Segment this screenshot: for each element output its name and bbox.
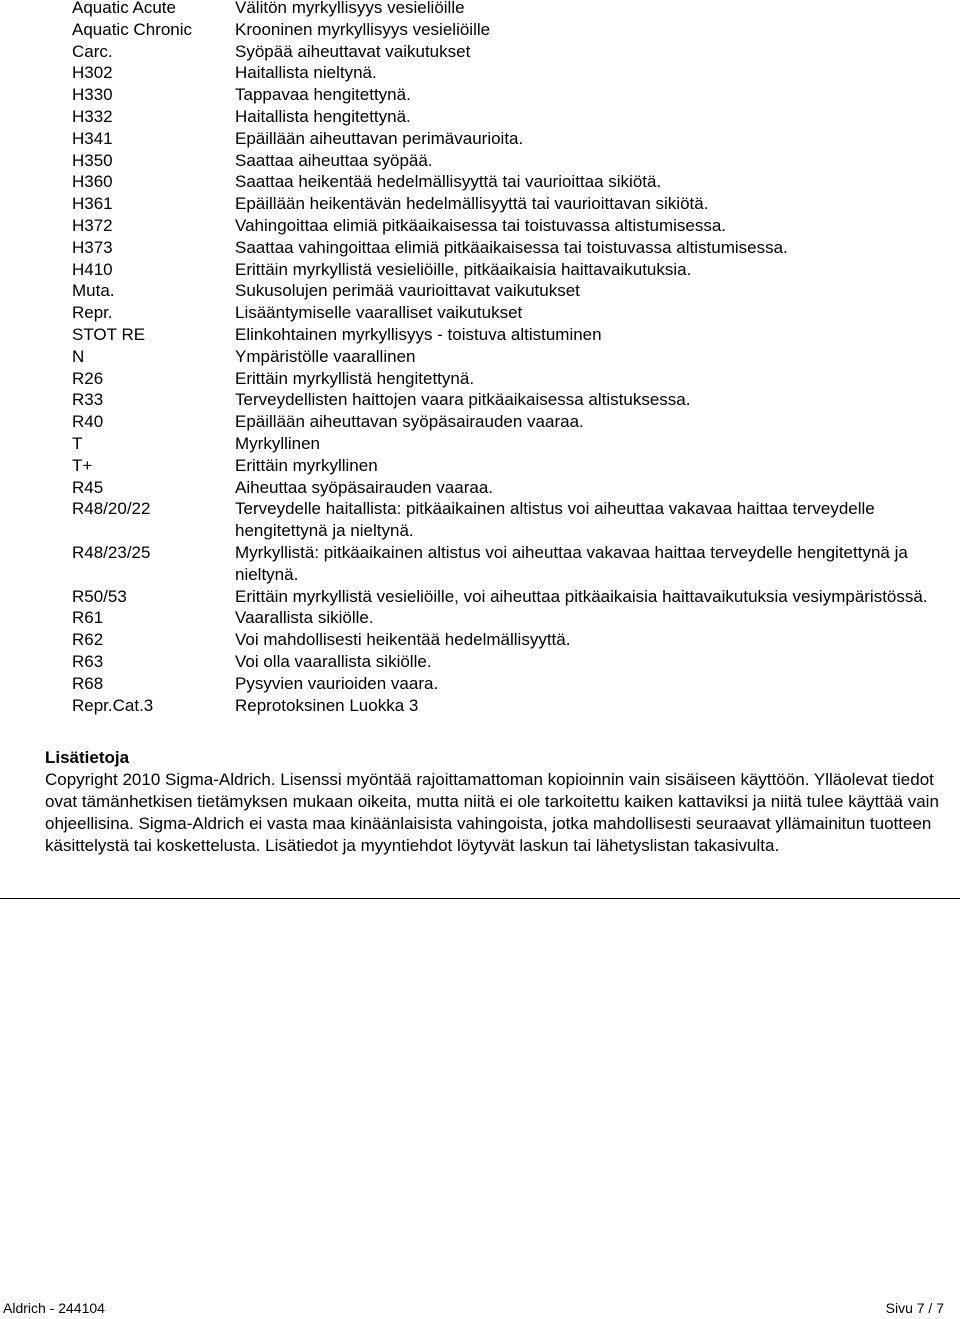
abbreviation-text: Epäillään heikentävän hedelmällisyyttä tai vaurioittavan sikiötä. [235,194,709,214]
abbreviation-text: Tappavaa hengitettynä. [235,85,411,105]
abbreviation-row [72,477,952,499]
abbreviation-text: Elinkohtainen myrkyllisyys - toistuva altistuminen [235,324,602,344]
abbreviation-row [72,673,952,695]
abbreviation-row [72,433,952,455]
abbreviation-row [72,389,952,411]
abbreviation-code: R40 [72,412,104,432]
abbreviation-row [72,455,952,477]
abbreviation-text: Haitallista nieltynä. [235,63,377,83]
abbreviation-row [72,41,952,63]
abbreviation-row [72,368,952,390]
abbreviation-code: H360 [72,172,113,192]
abbreviation-code: Repr. [72,303,113,323]
abbreviation-code: R26 [72,368,104,388]
abbreviation-code: R48/20/22 [72,499,151,519]
abbreviation-row [72,302,952,324]
abbreviation-text: Voi olla vaarallista sikiölle. [235,651,432,671]
abbreviation-code: H332 [72,106,113,126]
abbreviation-text: Syöpää aiheuttavat vaikutukset [235,41,471,61]
abbreviation-row [72,346,952,368]
abbreviation-text: Reprotoksinen Luokka 3 [235,695,419,715]
abbreviation-text: Saattaa heikentää hedelmällisyyttä tai vaurioittaa sikiötä. [235,172,662,192]
abbreviation-row [72,215,952,237]
abbreviation-text: Erittäin myrkyllinen [235,455,378,475]
abbreviation-code: T+ [72,455,93,475]
abbreviation-text: Saattaa vahingoittaa elimiä pitkäaikaisessa tai toistuvassa altistumisessa. [235,237,788,257]
abbreviation-text: Vaarallista sikiölle. [235,608,374,628]
abbreviation-table [72,0,952,716]
abbreviation-code: N [72,346,85,366]
abbreviation-code: R62 [72,630,104,650]
abbreviation-row [72,0,952,19]
abbreviation-row [72,150,952,172]
abbreviation-code: H373 [72,237,113,257]
abbreviation-text: Myrkyllistä: pitkäaikainen altistus voi aiheuttaa vakavaa haittaa terveydelle hengitettynä ja nieltynä. [235,542,908,584]
abbreviation-row [72,542,952,586]
additional-info-section [45,747,940,857]
abbreviation-text: Aiheuttaa syöpäsairauden vaaraa. [235,477,494,497]
abbreviation-code: STOT RE [72,324,146,344]
abbreviation-text: Terveydelle haitallista: pitkäaikainen altistus voi aiheuttaa vakavaa haittaa terveydelle hengitettynä ja nieltynä. [235,499,875,541]
abbreviation-text: Myrkyllinen [235,433,321,453]
abbreviation-code: T [72,433,83,453]
abbreviation-text: Pysyvien vaurioiden vaara. [235,673,439,693]
abbreviation-row [72,171,952,193]
abbreviation-code: R61 [72,608,104,628]
abbreviation-text: Voi mahdollisesti heikentää hedelmällisyyttä. [235,630,571,650]
abbreviation-code: Aquatic Chronic [72,19,193,39]
abbreviation-row [72,19,952,41]
abbreviation-text: Epäillään aiheuttavan syöpäsairauden vaaraa. [235,412,584,432]
abbreviation-code: Repr.Cat.3 [72,695,154,715]
abbreviation-code: Carc. [72,41,113,61]
abbreviation-row [72,695,952,717]
abbreviation-row [72,237,952,259]
abbreviation-row [72,498,952,542]
page-number: Sivu 7 / 7 [885,1300,944,1316]
abbreviation-row [72,629,952,651]
abbreviation-text: Erittäin myrkyllistä hengitettynä. [235,368,475,388]
abbreviation-row [72,324,952,346]
footer-divider [0,898,960,899]
abbreviation-text: Välitön myrkyllisyys vesieliöille [235,0,465,17]
abbreviation-row [72,280,952,302]
abbreviation-row [72,62,952,84]
abbreviation-code: R63 [72,651,104,671]
abbreviation-text: Lisääntymiselle vaaralliset vaikutukset [235,303,523,323]
abbreviation-row [72,411,952,433]
abbreviation-code: H372 [72,215,113,235]
abbreviation-row [72,607,952,629]
abbreviation-code: R48/23/25 [72,542,151,562]
abbreviation-code: H350 [72,150,113,170]
abbreviation-row [72,651,952,673]
abbreviation-code: R33 [72,390,104,410]
product-reference: Aldrich - 244104 [3,1300,105,1316]
additional-info-text: Copyright 2010 Sigma-Aldrich. Lisenssi myöntää rajoittamattoman kopioinnin vain sisäiseen käyttöön. Ylläolevat tiedot ovat tämänhetkisen tietämyksen mukaan oikeita, mutta niitä ei ole tarkoitettu kaiken kattaviksi ja niitä tulee käyttää vain ohjeellisina. Sigma-Aldrich ei vasta maa kinäänlaisista vahingoista, jotka mahdollisesti seuraavat yllämainitun tuotteen käsittelystä tai koskettelusta. Lisätiedot ja myyntiehdot löytyvät laskun tai lähetyslistan takasivulta. [45,770,939,855]
abbreviation-code: Aquatic Acute [72,0,176,17]
abbreviation-row [72,586,952,608]
abbreviation-text: Sukusolujen perimää vaurioittavat vaikutukset [235,281,580,301]
abbreviation-text: Saattaa aiheuttaa syöpää. [235,150,433,170]
abbreviation-code: H330 [72,85,113,105]
abbreviation-code: R50/53 [72,586,127,606]
abbreviation-text: Krooninen myrkyllisyys vesieliöille [235,19,491,39]
abbreviation-row [72,84,952,106]
abbreviation-text: Vahingoittaa elimiä pitkäaikaisessa tai toistuvassa altistumisessa. [235,215,727,235]
abbreviation-text: Erittäin myrkyllistä vesieliöille, pitkäaikaisia haittavaikutuksia. [235,259,692,279]
abbreviation-code: H361 [72,194,113,214]
abbreviation-code: H302 [72,63,113,83]
abbreviation-code: Muta. [72,281,115,301]
abbreviation-row [72,259,952,281]
abbreviation-text: Terveydellisten haittojen vaara pitkäaikaisessa altistuksessa. [235,390,691,410]
abbreviation-code: H341 [72,128,113,148]
abbreviation-code: R68 [72,673,104,693]
abbreviation-text: Haitallista hengitettynä. [235,106,411,126]
abbreviation-row [72,128,952,150]
abbreviation-row [72,193,952,215]
abbreviation-text: Epäillään aiheuttavan perimävaurioita. [235,128,524,148]
abbreviation-row [72,106,952,128]
abbreviation-code: R45 [72,477,104,497]
abbreviation-text: Ympäristölle vaarallinen [235,346,416,366]
abbreviation-code: H410 [72,259,113,279]
additional-info-heading: Lisätietoja [45,748,130,767]
abbreviation-text: Erittäin myrkyllistä vesieliöille, voi aiheuttaa pitkäaikaisia haittavaikutuksia vesiympäristössä. [235,586,928,606]
